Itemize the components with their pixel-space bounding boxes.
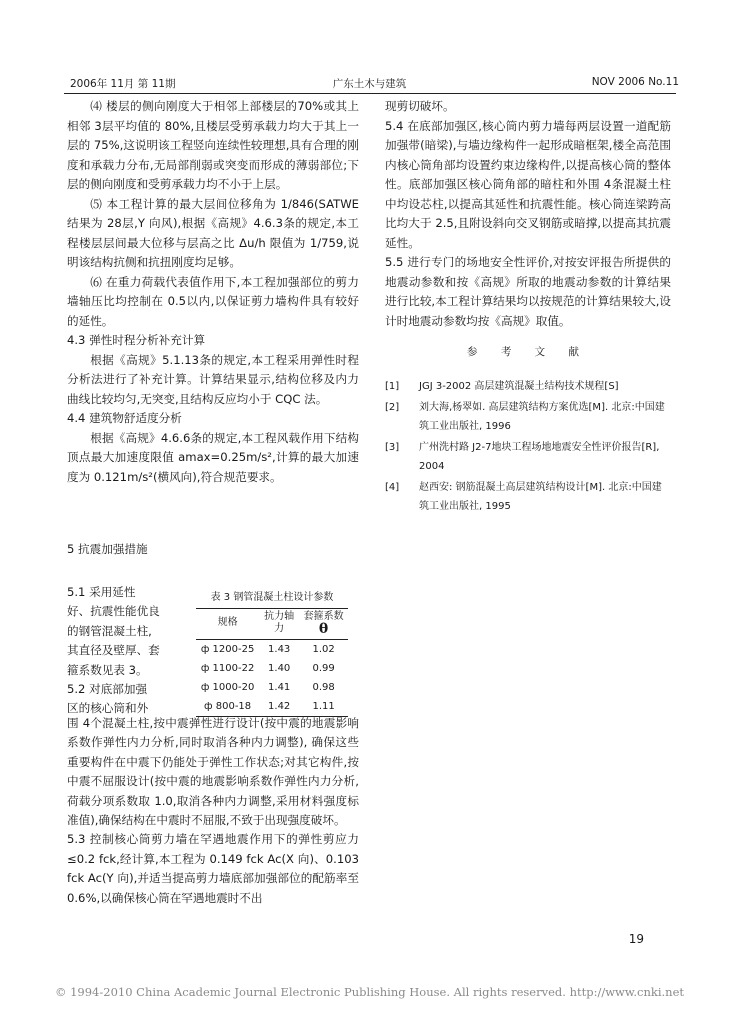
table-caption: 表 3 钢管混凝土柱设计参数 — [210, 592, 334, 603]
paragraph: 围 4个混凝土柱,按中震弹性进行设计(按中震的地震影响系数作弹性内力分析,同时取消各种内力调整), 确保这些重要构件在中震下仍能处于弹性工作状态;对其它构件,按中震不屈服设计(按中震的地震影响系数作弹性内力分析,荷载分项系数取 1.0,取消各种内力调整,采用材料强度标准值),确保结构在中震时不屈服,不致于出现强度破坏。 — [67, 716, 359, 828]
text-line: 箍系数见表 3。 — [67, 662, 148, 677]
header-hoop-coefficient — [299, 609, 348, 640]
table-cell: 1.41 — [268, 682, 291, 693]
paragraph: 根据《高规》4.6.6条的规定,本工程风载作用下结构顶点最大加速度限值 amax=0.25m/s²,计算的最大加速度为 0.121m/s²(横风向),符合规范要求。 — [67, 430, 359, 484]
section-5-continuation — [67, 714, 359, 908]
text-line: 其直径及壁厚、套 — [67, 643, 160, 658]
reference-item — [385, 398, 671, 436]
paragraph: 5.5 进行专门的场地安全性评价,对按安评报告所提供的地震动参数和按《高规》所取的地震动参数的计算结果进行比较,本工程计算结果均以按规范的计算结果较大,设计时地震动参数均按《高规》取值。 — [385, 255, 671, 328]
table-cell: 0.98 — [312, 682, 335, 693]
journal-title: 广东土木与建筑 — [332, 78, 407, 90]
reference-item — [385, 478, 671, 516]
text-line: 5.2 对底部加强 — [67, 682, 148, 697]
table-row — [196, 659, 348, 678]
section-heading: 4.4 建筑物舒适度分析 — [67, 411, 182, 425]
section-5-heading: 5 抗震加强措施 — [67, 542, 148, 556]
header-spec: 规格 — [196, 609, 259, 640]
paragraph: ⑷ 楼层的侧向刚度大于相邻上部楼层的70%或其上相邻 3层平均值的 80%,且楼层受剪承载力均大于其上一层的 75%,这说明该工程竖向连续性较理想,具有合理的刚度和承载力分布,无局部削弱或突变而形成的薄弱部位;下层的侧向刚度和受剪承载力均不小于上层。 — [67, 99, 359, 191]
text-line: 区的核心筒和外 — [67, 701, 149, 716]
table-cell: 0.99 — [312, 663, 335, 674]
section-heading: 4.3 弹性时程分析补充计算 — [67, 333, 206, 347]
reference-item — [385, 438, 671, 476]
text-line: 好、抗震性能优良 — [67, 604, 160, 619]
reference-item — [385, 377, 671, 396]
table-cell: ф 1100-22 — [200, 663, 255, 674]
table-cell: ф 1200-25 — [200, 644, 255, 655]
paragraph: 现剪切破坏。 — [385, 99, 455, 113]
copyright-footer: © 1994-2010 China Academic Journal Electronic Publishing House. All rights reserved. http://www.cnki.net — [54, 985, 685, 999]
table-cell: ф 1000-20 — [200, 682, 255, 693]
paragraph: 5.3 控制核心筒剪力墙在罕遇地震作用下的弹性剪应力≤0.2 fck,经计算,本工程为 0.149 fck Ac(X 向)、0.103 fck Ac(Y 向),并适当提高剪力墙底部加强部位的配筋率至 0.6%,以确保核心筒在罕遇地震时不出 — [67, 832, 359, 905]
table-cell: 1.42 — [259, 697, 299, 717]
text-line: 5.1 采用延性 — [67, 585, 136, 599]
paragraph: ⑸ 本工程计算的最大层间位移角为 1/846(SATWE 结果为 28层,Y 向风),根据《高规》4.6.3条的规定,本工程楼层层间最大位移与层高之比 Δu/h 限值为 1/759,说明该结构抗侧和抗扭刚度均足够。 — [67, 196, 359, 269]
header-hoop-label: 套箍系数 — [303, 611, 344, 622]
table-cell: 1.43 — [268, 644, 291, 655]
header-resistance: 抗力轴力 — [259, 609, 299, 640]
table-cell: 1.11 — [299, 697, 348, 717]
right-column — [385, 97, 671, 518]
table-cell: 1.40 — [268, 663, 291, 674]
section-5-wrapped-text — [67, 583, 179, 719]
table-row — [196, 678, 348, 697]
table-3 — [186, 588, 358, 717]
table-cell: 1.02 — [312, 644, 335, 655]
reference-number: [3] — [385, 441, 400, 453]
theta-symbol: θ — [318, 621, 329, 637]
reference-number: [2] — [385, 401, 400, 413]
header-right: NOV 2006 No.11 — [591, 76, 679, 88]
reference-text: JGJ 3-2002 高层建筑混凝土结构技术规程[S] — [419, 380, 619, 392]
page-number: 19 — [628, 932, 644, 946]
paragraph: ⑹ 在重力荷载代表值作用下,本工程加强部位的剪力墙轴压比均控制在 0.5以内,以保证剪力墙构件具有较好的延性。 — [67, 274, 359, 328]
table-header-row — [196, 609, 348, 640]
reference-number: [1] — [385, 380, 400, 392]
table-cell: ф 800-18 — [196, 697, 259, 717]
paragraph: 5.4 在底部加强区,核心筒内剪力墙每两层设置一道配筋加强带(暗梁),与墙边缘构件一起形成暗框架,楼全高范围内核心筒角部均设置约束边缘构件,以提高核心筒的整体性。底部加强区核心筒角部的暗柱和外围 4条混凝土柱中均设芯柱,以提高其延性和抗震性能。核心筒连梁跨高比均大于 2.5,且附设斜向交叉钢筋或暗撑,以提高其抗震延性。 — [385, 118, 671, 250]
reference-text: 刘大海,杨翠如. 高层建筑结构方案优选[M]. 北京:中国建筑工业出版社, 1996 — [419, 401, 665, 432]
paragraph: 根据《高规》5.1.13条的规定,本工程采用弹性时程分析法进行了补充计算。计算结果显示,结构位移及内力曲线比较均匀,无突变,且结构反应均小于 CQC 法。 — [67, 352, 359, 406]
header-rule — [64, 93, 676, 94]
table-row — [196, 640, 348, 660]
references-title: 参 考 文 献 — [466, 346, 589, 358]
left-column — [67, 97, 359, 487]
header-left: 2006年 11月 第 11期 — [70, 78, 176, 90]
text-line: 的钢管混凝土柱, — [67, 623, 152, 638]
table-3-grid — [196, 608, 348, 717]
reference-number: [4] — [385, 481, 400, 493]
reference-text: 广州洗村路 J2-7地块工程场地地震安全性评价报告[R], 2004 — [419, 441, 660, 472]
reference-text: 赵西安: 钢筋混凝土高层建筑结构设计[M]. 北京:中国建筑工业出版社, 1995 — [419, 481, 662, 512]
